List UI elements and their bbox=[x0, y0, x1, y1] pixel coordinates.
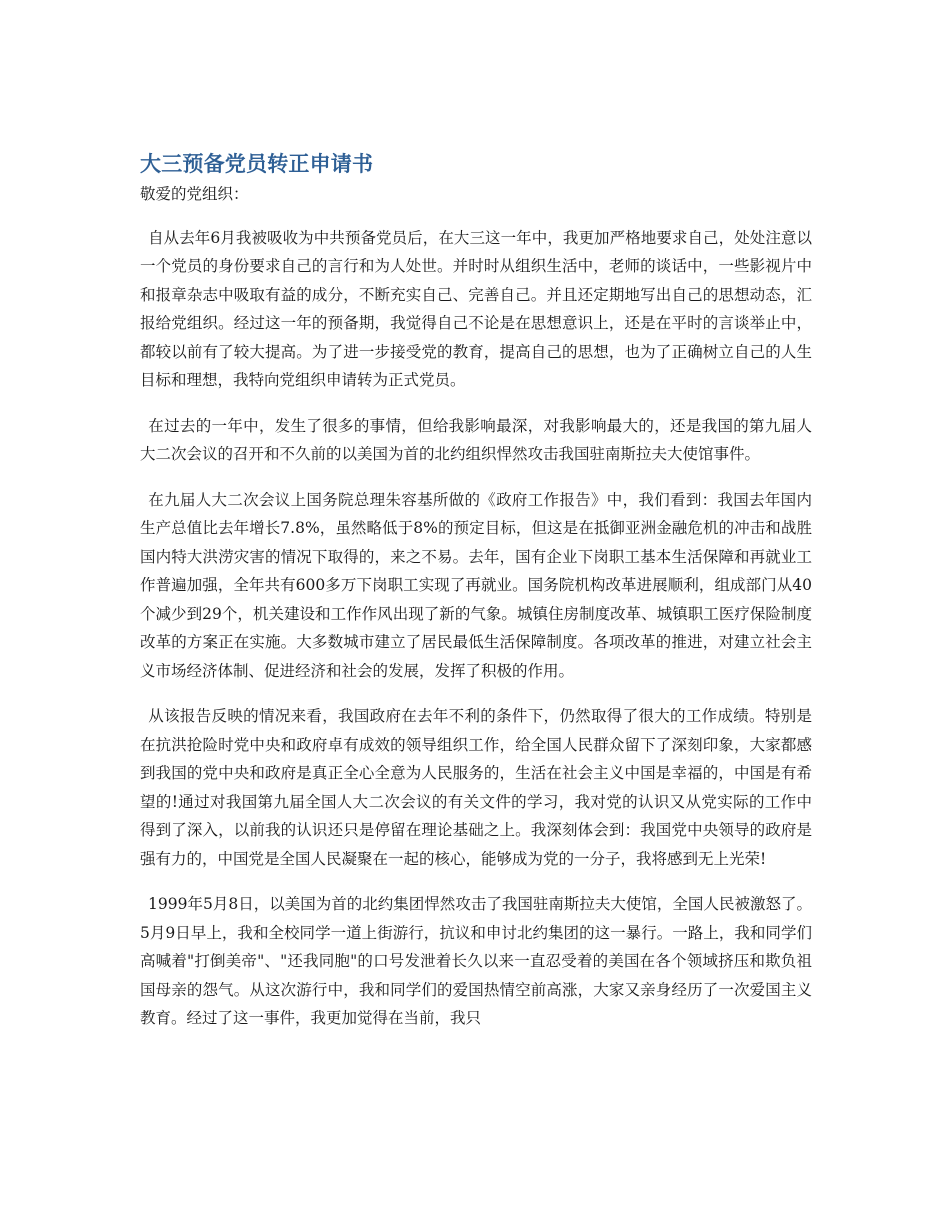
document-title: 大三预备党员转正申请书 bbox=[140, 152, 374, 176]
salutation: 敬爱的党组织： bbox=[140, 185, 249, 203]
paragraph-4 bbox=[140, 702, 812, 873]
paragraph-3-text: 在九届人大二次会议上国务院总理朱容基所做的《政府工作报告》中，我们看到：我国去年国内生产总值比去年增长7.8%，虽然略低于8%的预定目标，但这是在抵御亚洲金融危机的冲击和战胜国内特大洪涝灾害的情况下取得的，来之不易。去年，国有企业下岗职工基本生活保障和再就业工作普遍加强，全年共有600多万下岗职工实现了再就业。国务院机构改革进展顺利，组成部门从40个减少到29个，机关建设和工作作风出现了新的气象。城镇住房制度改革、城镇职工医疗保险制度改革的方案正在实施。大多数城市建立了居民最低生活保障制度。各项改革的推进，对建立社会主义市场经济体制、促进经济和社会的发展，发挥了积极的作用。 bbox=[140, 490, 812, 680]
paragraph-2-text: 在过去的一年中，发生了很多的事情，但给我影响最深，对我影响最大的，还是我国的第九届人大二次会议的召开和不久前的以美国为首的北约组织悍然攻击我国驻南斯拉夫大使馆事件。 bbox=[140, 416, 812, 463]
paragraph-1 bbox=[140, 224, 812, 395]
paragraph-5-text: 1999年5月8日，以美国为首的北约集团悍然攻击了我国驻南斯拉夫大使馆，全国人民被激怒了。5月9日早上，我和全校同学一道上街游行，抗议和申讨北约集团的这一暴行。一路上，我和同学们高喊着"打倒美帝"、"还我同胞"的口号发泄着长久以来一直忍受着的美国在各个领域挤压和欺负祖国母亲的怨气。从这次游行中，我和同学们的爱国热情空前高涨，大家又亲身经历了一次爱国主义教育。经过了这一事件，我更加觉得在当前，我只 bbox=[140, 895, 812, 1027]
paragraph-4-text: 从该报告反映的情况来看，我国政府在去年不利的条件下，仍然取得了很大的工作成绩。特别是在抗洪抢险时党中央和政府卓有成效的领导组织工作，给全国人民群众留下了深刻印象，大家都感到我国的党中央和政府是真正全心全意为人民服务的，生活在社会主义中国是幸福的，中国是有希望的!通过对我国第九届全国人大二次会议的有关文件的学习，我对党的认识又从党实际的工作中得到了深入，以前我的认识还只是停留在理论基础之上。我深刻体会到：我国党中央领导的政府是强有力的，中国党是全国人民凝聚在一起的核心，能够成为党的一分子，我将感到无上光荣! bbox=[140, 707, 812, 868]
paragraph-3 bbox=[140, 486, 812, 686]
document-body bbox=[140, 148, 812, 1033]
paragraph-5 bbox=[140, 890, 812, 1033]
paragraph-1-text: 自从去年6月我被吸收为中共预备党员后，在大三这一年中，我更加严格地要求自己，处处注意以一个党员的身份要求自己的言行和为人处世。并时时从组织生活中，老师的谈话中，一些影视片中和报章杂志中吸取有益的成分，不断充实自己、完善自己。并且还定期地写出自己的思想动态，汇报给党组织。经过这一年的预备期，我觉得自己不论是在思想意识上，还是在平时的言谈举止中，都较以前有了较大提高。为了进一步接受党的教育，提高自己的思想，也为了正确树立自己的人生目标和理想，我特向党组织申请转为正式党员。 bbox=[140, 228, 812, 389]
paragraph-2 bbox=[140, 412, 812, 469]
